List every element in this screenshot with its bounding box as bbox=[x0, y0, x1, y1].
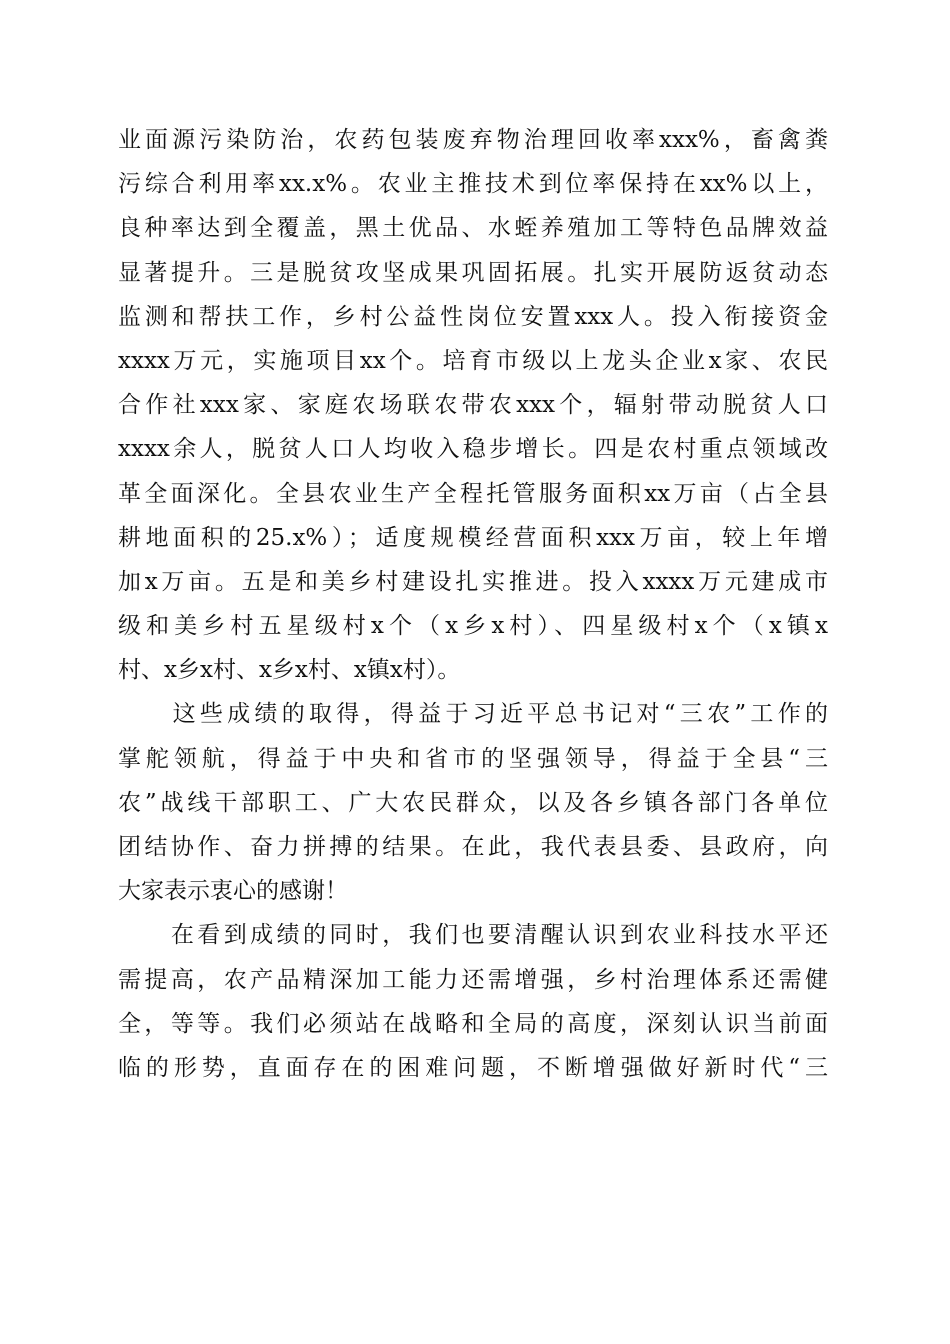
document-body bbox=[118, 118, 828, 1090]
text-line: 掌舵领航，得益于中央和省市的坚强领导，得益于全县“三 bbox=[118, 745, 828, 772]
text-line: 团结协作、奋力拼搏的结果。在此，我代表县委、县政府，向 bbox=[118, 834, 828, 860]
text-line: 污综合利用率xx.x%。农业主推技术到位率保持在xx%以上， bbox=[118, 171, 828, 198]
text-line: 在看到成绩的同时，我们也要清醒认识到农业科技水平还 bbox=[118, 922, 828, 949]
text-line: 耕地面积的25.x%）；适度规模经营面积xxx万亩，较上年增 bbox=[118, 524, 828, 551]
paragraph-3 bbox=[118, 913, 828, 1090]
text-line: 合作社xxx家、家庭农场联农带农xxx个，辐射带动脱贫人口 bbox=[118, 392, 828, 419]
text-line: 业面源污染防治，农药包装废弃物治理回收率xxx%，畜禽粪 bbox=[118, 127, 828, 153]
text-line: 需提高，农产品精深加工能力还需增强，乡村治理体系还需健 bbox=[118, 966, 828, 993]
text-line: 全，等等。我们必须站在战略和全局的高度，深刻认识当前面 bbox=[118, 1010, 828, 1037]
text-line: 革全面深化。全县农业生产全程托管服务面积xx万亩（占全县 bbox=[118, 480, 828, 507]
text-line: 村、x乡x村、x乡x村、x镇x村）。 bbox=[118, 657, 461, 684]
text-line: 这些成绩的取得，得益于习近平总书记对“三农”工作的 bbox=[118, 701, 828, 728]
text-line: xxxx余人，脱贫人口人均收入稳步增长。四是农村重点领域改 bbox=[118, 436, 828, 463]
text-line: xxxx万元，实施项目xx个。培育市级以上龙头企业x家、农民 bbox=[118, 347, 828, 374]
text-line: 加x万亩。五是和美乡村建设扎实推进。投入xxxx万元建成市 bbox=[118, 568, 828, 595]
text-line: 级和美乡村五星级村x个（x乡x村）、四星级村x个（x镇x bbox=[118, 613, 828, 640]
text-line: 监测和帮扶工作，乡村公益性岗位安置xxx人。投入衔接资金 bbox=[118, 303, 828, 330]
text-line: 大家表示衷心的感谢！ bbox=[118, 878, 348, 905]
text-line: 临的形势，直面存在的困难问题，不断增强做好新时代“三 bbox=[118, 1054, 828, 1081]
text-line: 良种率达到全覆盖，黑土优品、水蛭养殖加工等特色品牌效益 bbox=[118, 215, 828, 242]
paragraph-2 bbox=[118, 692, 828, 913]
text-line: 农”战线干部职工、广大农民群众，以及各乡镇各部门各单位 bbox=[118, 789, 828, 816]
text-line: 显著提升。三是脱贫攻坚成果巩固拓展。扎实开展防返贫动态 bbox=[118, 259, 828, 286]
paragraph-1 bbox=[118, 118, 828, 692]
